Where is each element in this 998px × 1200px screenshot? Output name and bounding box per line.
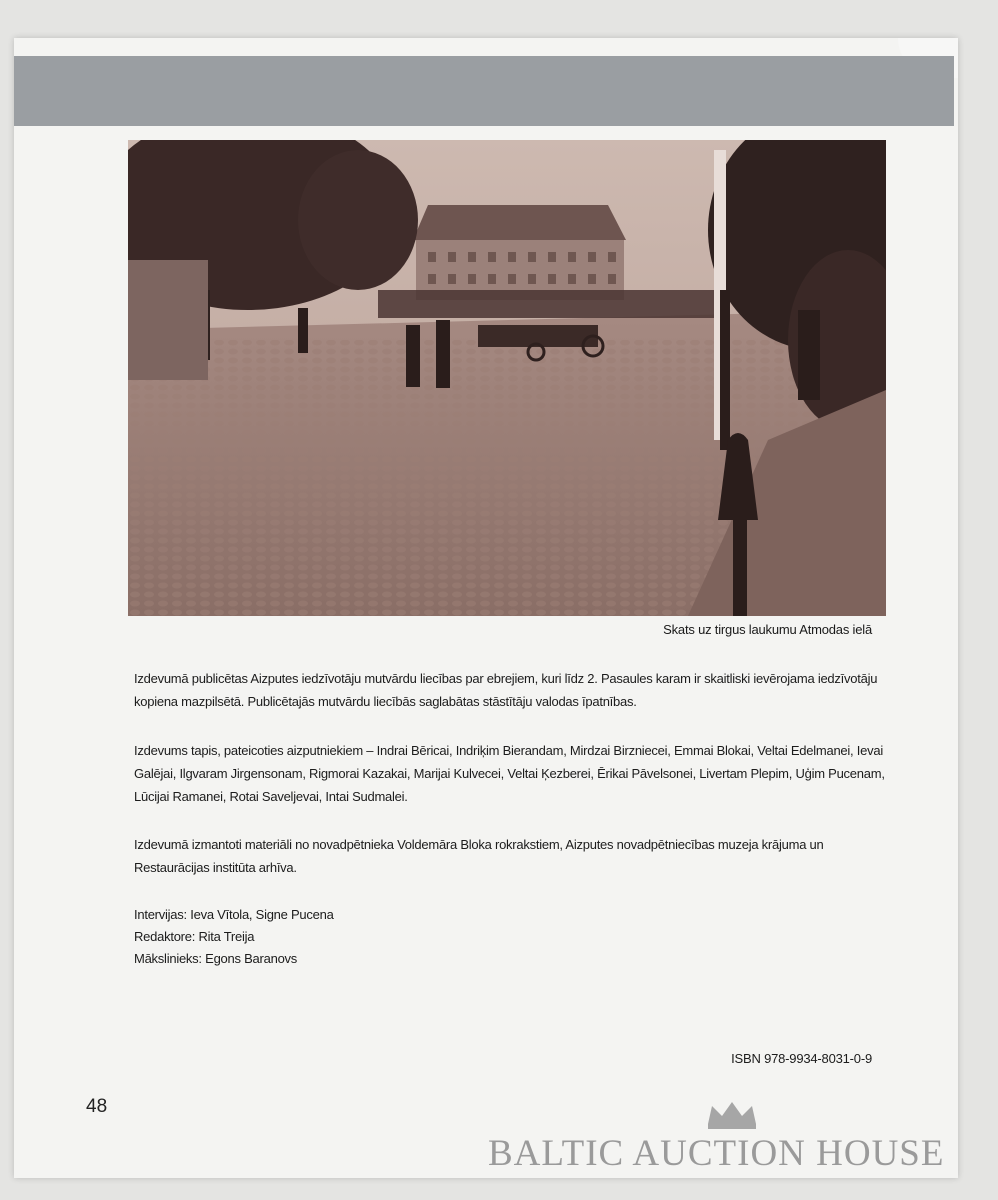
header-band bbox=[14, 56, 954, 126]
isbn: ISBN 978-9934-8031-0-9 bbox=[731, 1051, 872, 1066]
auction-watermark: BALTIC AUCTION HOUSE bbox=[488, 1133, 945, 1174]
photo-caption: Skats uz tirgus laukumu Atmodas ielā bbox=[663, 622, 872, 637]
paragraph-thanks: Izdevums tapis, pateicoties aizputniekiem – Indrai Bēricai, Indriķim Bierandam, Mirdzai Birzniecei, Emmai Blokai, Veltai Edelmanei, Ievai Galējai, Ilgvaram Jirgensonam, Rigmorai Kazakai, Marijai Kulvecei, Veltai Ķezberei, Ērikai Pāvelsonei, Livertam Plepim, Uģim Pucenam, Lūcijai Ramanei, Rotai Saveljevai, Intai Sudmalei. bbox=[134, 743, 885, 804]
paragraph-sources: Izdevumā izmantoti materiāli no novadpētnieka Voldemāra Bloka rokrakstiem, Aizputes novadpētniecības muzeja krājuma un Restaurācijas institūta arhīva. bbox=[134, 837, 824, 875]
paragraph-intro: Izdevumā publicētas Aizputes iedzīvotāju mutvārdu liecības par ebrejiem, kuri līdz 2. Pasaules karam ir skaitliski ievērojama iedzīvotāju kopiena mazpilsētā. Publicētajās mutvārdu liecībās saglabātas stāstītāju valodas īpatnības. bbox=[134, 671, 878, 709]
book-page bbox=[14, 38, 958, 1178]
page-number: 48 bbox=[86, 1096, 108, 1117]
crown-icon bbox=[704, 1100, 760, 1130]
credit-interviews: Intervijas: Ieva Vītola, Signe Pucena bbox=[134, 907, 334, 922]
market-square-photo bbox=[128, 140, 886, 616]
credit-editor: Redaktore: Rita Treija bbox=[134, 929, 255, 944]
credits-block bbox=[134, 904, 334, 970]
credit-artist: Mākslinieks: Egons Baranovs bbox=[134, 951, 298, 966]
